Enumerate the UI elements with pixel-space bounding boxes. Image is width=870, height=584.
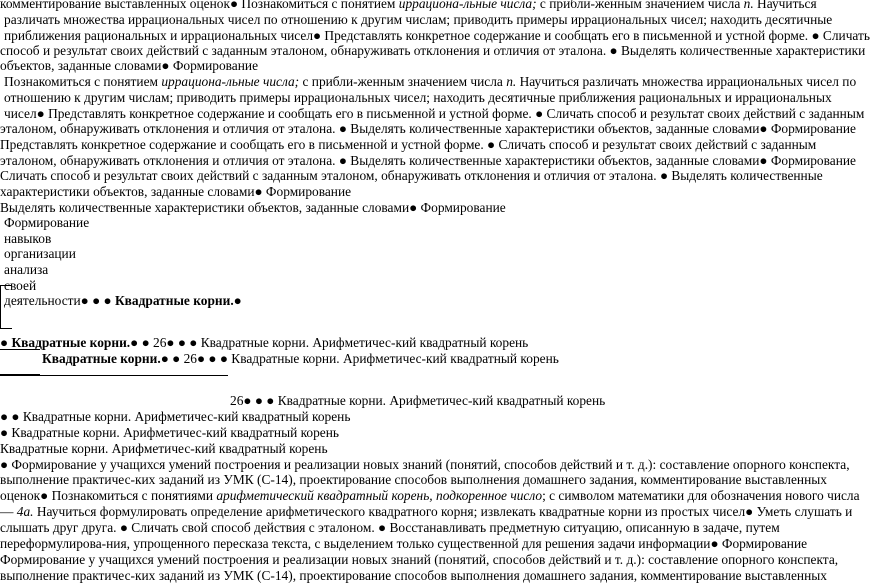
text-run: эталоном, обнаруживать отклонения и отличия от эталона. ● Выделять количественные характеристики объектов, заданные словами● Формирование xyxy=(0,121,856,136)
text-run: п. xyxy=(506,74,517,89)
text-run: Представлять конкретное содержание и сообщать его в письменной и устной форме. ● Сличать способ и результат своих действий с заданным xyxy=(0,137,817,152)
text-line xyxy=(4,262,816,278)
text-run: с прибли-женным значением числа xyxy=(299,74,507,89)
text-line xyxy=(0,43,866,59)
text-line xyxy=(4,28,870,44)
text-run: переформулирова-ния, упрощенного пересказа текста, с выделением только существенной для решения задачи информации● Формирование xyxy=(0,536,808,551)
text-line xyxy=(0,504,853,520)
text-line xyxy=(4,12,833,28)
text-run: чисел● Представлять конкретное содержание и сообщать его в письменной и устной форме. ● Сличать способ и результат своих действий с заданным xyxy=(4,106,865,121)
text-run: п. xyxy=(743,0,754,11)
text-run: Научиться различать множества иррациональных чисел по xyxy=(516,74,857,89)
text-line xyxy=(4,106,865,122)
text-run: Формирование у учащихся умений построения и реализации новых знаний (понятий, способов действий и т. д.): составление опорного конспекта, xyxy=(0,552,839,567)
text-line xyxy=(4,74,857,90)
text-line xyxy=(0,0,816,12)
text-line xyxy=(0,153,856,169)
text-run: ● 26● ● ● Квадратные корни. Арифметичес-кий квадратный корень xyxy=(138,335,529,350)
text-run: Научиться формулировать определение арифметического квадратного корня; извлекать квадратные корни из простых чисел● Уметь слушать и xyxy=(33,504,853,519)
text-run: ● xyxy=(0,335,12,350)
text-line xyxy=(0,552,839,568)
text-run: с прибли-женным значением числа xyxy=(536,0,744,11)
text-line xyxy=(4,90,832,106)
text-run: различать множества иррациональных чисел по отношению к другим числам; приводить примеры иррациональных чисел; находить десятичные xyxy=(4,12,833,27)
text-run: Квадратные корни.● xyxy=(114,293,242,308)
text-run: ; с символом математики для обозначения нового числа xyxy=(542,488,860,503)
text-run: Познакомиться с понятием xyxy=(4,74,162,89)
text-line xyxy=(0,137,816,153)
text-run: своей xyxy=(4,278,37,293)
text-line xyxy=(0,457,850,473)
text-run: Выделять количественные характеристики объектов, заданные словами● Формирование xyxy=(0,200,506,215)
text-run: Научиться xyxy=(753,0,817,11)
text-line xyxy=(0,520,816,536)
text-run: деятельности● ● ● xyxy=(4,293,115,308)
text-line xyxy=(0,184,816,200)
text-run: объектов, заданные словами● Формирование xyxy=(0,58,259,73)
text-run: иррациона-льные числа; xyxy=(161,74,300,89)
text-run: ● Квадратные корни. Арифметичес-кий квадратный корень xyxy=(0,425,340,440)
text-run: иррациона-льные числа; xyxy=(398,0,537,11)
text-line xyxy=(42,351,816,367)
text-run: навыков xyxy=(4,231,52,246)
text-line xyxy=(0,58,816,74)
text-line xyxy=(4,231,816,247)
text-line xyxy=(4,293,816,309)
table-cell-border xyxy=(0,349,40,375)
text-line xyxy=(0,200,816,216)
text-run: характеристики объектов, заданные словами● Формирование xyxy=(0,184,352,199)
text-run: комментирование выставленных оценок● Познакомиться с понятием xyxy=(0,0,399,11)
text-run: слышать друг друга. ● Сличать свой способ действия с эталоном. ● Восстанавливать предметную ситуацию, описанную в задаче, путем xyxy=(0,520,780,535)
text-run: отношению к другим числам; приводить примеры иррациональных чисел; находить десятичные приближения рациональных и иррациональных xyxy=(4,90,832,105)
text-run: арифметический квадратный корень, подкоренное число xyxy=(216,488,543,503)
text-run: Сличать способ и результат своих действий с заданным эталоном, обнаруживать отклонения и отличия от эталона. ● Выделять количественные xyxy=(0,168,823,183)
text-run: Квадратные корни.● xyxy=(11,335,139,350)
text-run: 26● ● ● Квадратные корни. Арифметичес-кий квадратный корень xyxy=(230,393,606,408)
text-line xyxy=(0,425,816,441)
text-line xyxy=(0,409,816,425)
text-line xyxy=(4,215,816,231)
text-line xyxy=(0,488,860,504)
text-line xyxy=(4,278,816,294)
text-run: эталоном, обнаруживать отклонения и отличия от эталона. ● Выделять количественные характеристики объектов, заданные словами● Формирование xyxy=(0,153,856,168)
text-line xyxy=(0,121,856,137)
text-line xyxy=(0,441,816,457)
table-cell-border xyxy=(0,375,228,393)
text-line xyxy=(0,472,827,488)
text-run: оценок● Познакомиться с понятиями xyxy=(0,488,217,503)
text-run: Квадратные корни. Арифметичес-кий квадратный корень xyxy=(0,441,328,456)
text-line xyxy=(0,568,827,584)
text-line xyxy=(230,393,816,409)
text-line xyxy=(0,168,823,184)
text-line xyxy=(0,536,816,552)
text-run: выполнение практичес-ких заданий из УМК (С-14), проектирование способов выполнения домашнего задания, комментирование выставленных xyxy=(0,568,827,583)
text-run: ● 26● ● ● Квадратные корни. Арифметичес-кий квадратный корень xyxy=(168,351,559,366)
text-run: выполнение практичес-ких заданий из УМК (С-14), проектирование способов выполнения домашнего задания, комментирование выставленных xyxy=(0,472,827,487)
text-line xyxy=(4,246,816,262)
text-run: — xyxy=(0,504,17,519)
text-run: приближения рациональных и иррациональных чисел● Представлять конкретное содержание и сообщать его в письменной и устной форме. ● Сличать xyxy=(4,28,870,43)
text-run: организации xyxy=(4,246,76,261)
text-run: способ и результат своих действий с заданным эталоном, обнаруживать отклонения и отличия от эталона. ● Выделять количественные характеристики xyxy=(0,43,866,58)
text-run: ● ● Квадратные корни. Арифметичес-кий квадратный корень xyxy=(0,409,351,424)
text-line xyxy=(0,335,816,351)
text-run: 4а. xyxy=(16,504,34,519)
text-run: ● Формирование у учащихся умений построения и реализации новых знаний (понятий, способов действий и т. д.): составление опорного конспекта, xyxy=(0,457,850,472)
text-run: Квадратные корни.● xyxy=(42,351,169,366)
text-run: Формирование xyxy=(4,215,90,230)
text-run: анализа xyxy=(4,262,49,277)
